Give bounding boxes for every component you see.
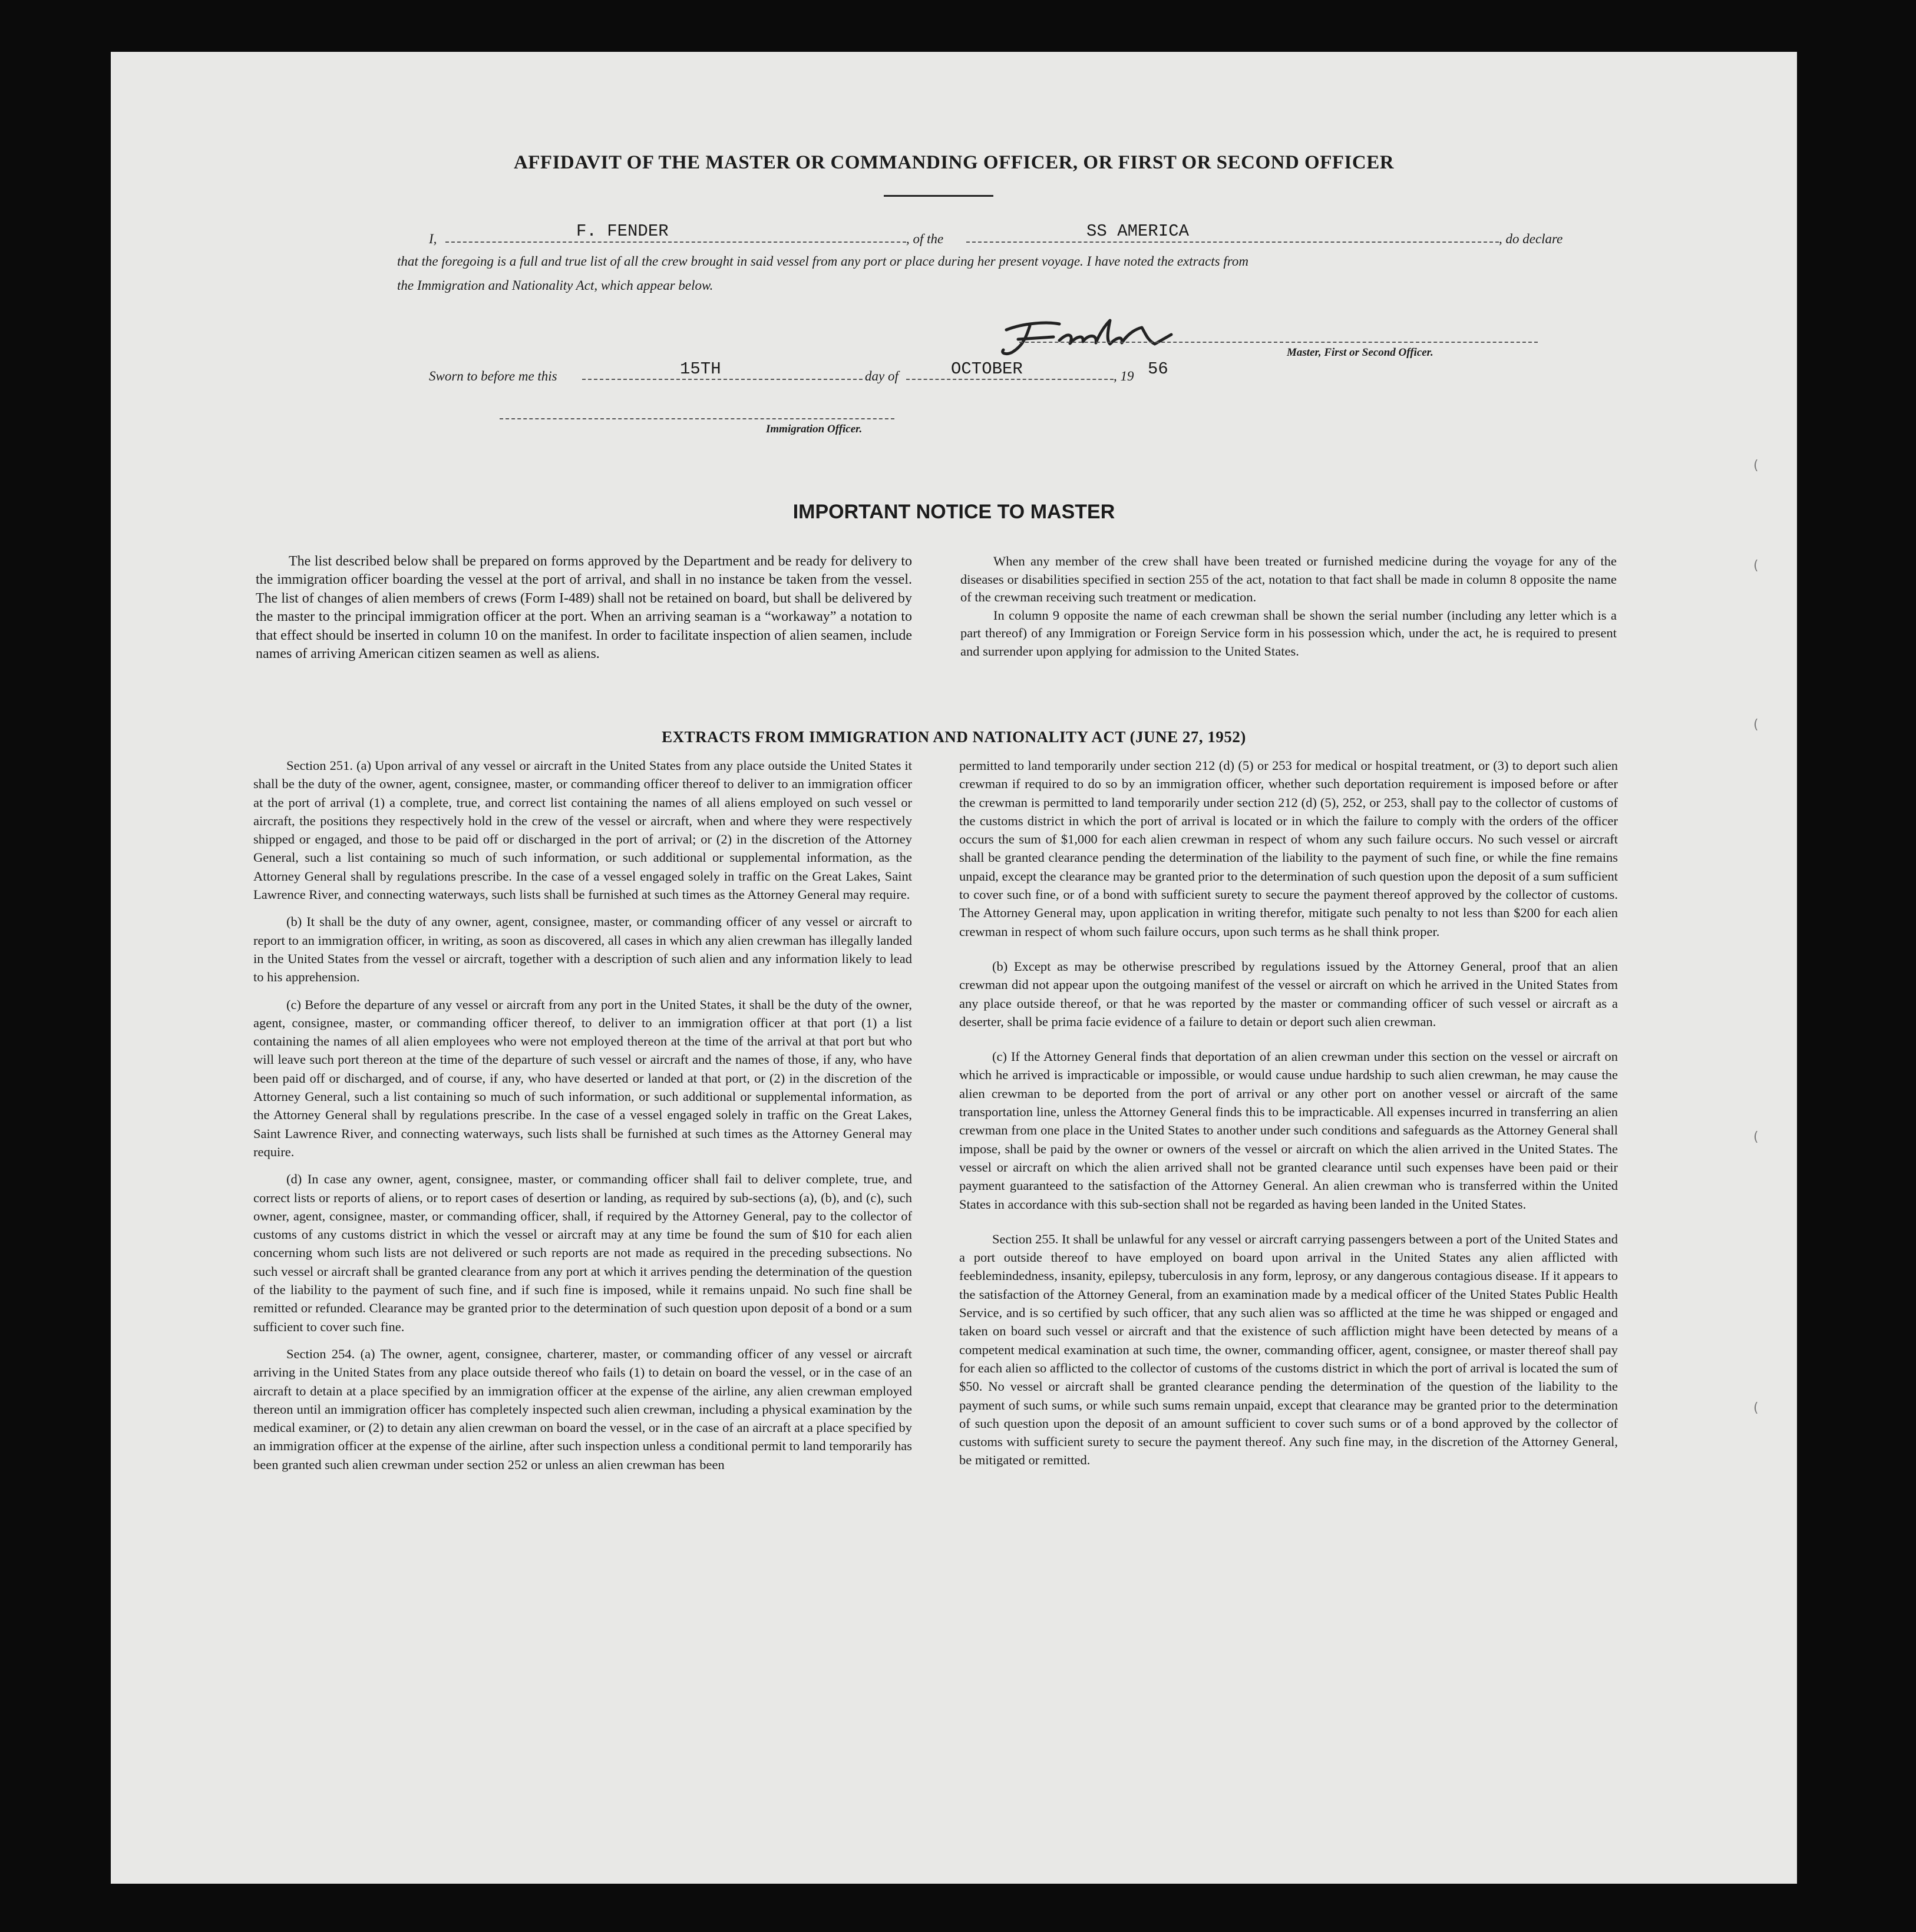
section-255: Section 255. It shall be unlawful for any vessel or aircraft carrying passengers between a port of the United States and a port outside thereof to have employed on board upon arrival in the United States any alien afflicted with feeblemindedness, insanity, epilepsy, tuberculosis in any form, leprosy, or any dangerous contagious disease. If it appears to the satisfaction of the Attorney General, from an examination made by a medical officer of the United States Public Health Service, and is so certified by such officer, that any such alien was so afflicted at the time he was shipped or engaged and taken on board such vessel or aircraft and that the existence of such affliction might have been detected by means of a competent medical examination at such time, the owner, commanding officer, agent, consignee, or master thereof shall pay for each alien so afflicted to the collector of customs of the customs district in which the port of arrival is located the sum of $50. No vessel or aircraft shall be granted clearance pending the determination of the question of the liability to the payment of such sums, or while such sums remain unpaid, except that clearance may be granted prior to the determination of such question upon the deposit of an amount sufficient to cover such sums or of a bond approved by the collector of customs with sufficient surety to secure the payment thereof. Any such fine may, in the discretion of the Attorney General, be mitigated or remitted. <box>959 1231 1618 1468</box>
notice-title: IMPORTANT NOTICE TO MASTER <box>792 501 1115 523</box>
declare-label: , do declare <box>1499 231 1563 246</box>
sworn-day: 15TH <box>680 359 721 379</box>
master-caption: Master, First or Second Officer. <box>1287 346 1433 359</box>
of-the-label: , of the <box>906 231 944 246</box>
sworn-label: Sworn to before me this <box>429 369 557 383</box>
notice-left-column <box>256 553 912 663</box>
immigration-officer-caption: Immigration Officer. <box>766 423 863 435</box>
edge-mark: ( <box>1753 1130 1759 1144</box>
affidavit-title: AFFIDAVIT OF THE MASTER OR COMMANDING OFFICER, OR FIRST OR SECOND OFFICER <box>513 152 1395 173</box>
extracts-right-column <box>959 756 1618 1470</box>
year-suffix: 56 <box>1148 359 1168 379</box>
notice-right-paragraph-1: When any member of the crew shall have been treated or furnished medicine during the voyage for any of the diseases or disabilities specified in section 255 of the act, notation to that fact shall be made in column 8 opposite the name of the crewman receiving such treatment or medication. <box>960 554 1617 604</box>
sworn-month: OCTOBER <box>951 359 1023 379</box>
document-page <box>111 52 1797 1884</box>
signature-line <box>1019 342 1538 343</box>
notice-right-column <box>960 553 1617 660</box>
notice-left-paragraph: The list described below shall be prepared on forms approved by the Department and be ready for delivery to the immigration officer boarding the vessel at the port of arrival, and shall in no instance be taken from the vessel. The list of changes of alien members of crews (Form I-489) shall not be retained on board, but shall be delivered by the master to the principal immigration officer at the port. When an arriving seaman is a “workaway” a notation to that effect should be inserted in column 10 on the manifest. In order to facilitate inspection of alien seamen, include names of arriving American citizen seamen as well as aliens. <box>256 554 912 662</box>
declaration-line-3: the Immigration and Nationality Act, which appear below. <box>397 278 713 293</box>
sworn-day-line <box>582 379 863 380</box>
sworn-month-line <box>906 379 1114 380</box>
section-251-d: (d) In case any owner, agent, consignee, master, or commanding officer shall fail to deliver complete, true, and correct lists or reports of aliens, or to report cases of desertion or landing, as required by sub-sections (a), (b), and (c), such owner, agent, consignee, master, or commanding officer, shall, if required by the Attorney General, pay to the collector of customs of any customs district in which the vessel or aircraft may at any time be found the sum of $10 for each alien concerning whom such lists are not delivered or such reports are not made as required in the preceding subsections. No such vessel or aircraft shall be granted clearance from any port at which it arrives pending the determination of the question of the liability to the payment of such fine, and if such fine is imposed, while it remains unpaid. No such fine shall be remitted or refunded. Clearance may be granted prior to the determination of such question upon deposit of a bond or a sum sufficient to cover such fine. <box>253 1172 912 1334</box>
extracts-left-column <box>253 756 912 1474</box>
title-underline <box>884 195 993 197</box>
year-prefix: , 19 <box>1114 369 1134 383</box>
master-signature <box>971 299 1254 367</box>
day-of-label: day of <box>865 369 898 383</box>
i-label: I, <box>429 231 437 246</box>
edge-mark: ( <box>1753 1401 1759 1415</box>
extracts-title: EXTRACTS FROM IMMIGRATION AND NATIONALITY ACT (JUNE 27, 1952) <box>662 728 1246 746</box>
edge-mark: ( <box>1753 558 1759 573</box>
section-254-a-continued: permitted to land temporarily under section 212 (d) (5) or 253 for medical or hospital treatment, or (3) to deport such alien crewman if required to do so by an immigration officer, whether such deportation requirement is imposed before or after the crewman is permitted to land temporarily under section 212 (d) (5), 252, or 253, shall pay to the collector of customs of the customs district in which the port of arrival is located or in which the failure to comply with the orders of the officer occurs the sum of $1,000 for each alien crewman in respect of whom any such failure occurs. No such vessel or aircraft shall be granted clearance pending the determination of the liability to the payment of such fine, or while the fine remains unpaid, except the clearance may be granted prior to the determination of such question upon the deposit of a sum sufficient to cover such fine, or of a bond with sufficient surety to secure the payment thereof approved by the collector of customs. The Attorney General may, upon application in writing therefor, mitigate such penalty to not less than $200 for each alien crewman in respect of whom such failure occurs, upon such terms as he shall think proper. <box>959 758 1618 939</box>
section-251-a: Section 251. (a) Upon arrival of any vessel or aircraft in the United States from any place outside the United States it shall be the duty of the owner, agent, consignee, master, or commanding officer thereof to deliver to an immigration officer at the port of arrival (1) a complete, true, and correct list containing the names of all aliens employed on such vessel or aircraft, the positions they respectively hold in the crew of the vessel or aircraft, when and where they were respectively shipped or engaged, and those to be paid off or discharged in the port of arrival; or (2) in the discretion of the Attorney General, such a list containing so much of such information, or such additional or supplemental information, as the Attorney General shall by regulations prescribe. In the case of a vessel engaged solely in traffic on the Great Lakes, Saint Lawrence River, and connecting waterways, such lists shall be furnished at such times as the Attorney General may require. <box>253 758 912 902</box>
vessel-name: SS AMERICA <box>1086 221 1190 241</box>
declaration-line-2: that the foregoing is a full and true list of all the crew brought in said vessel from any port or place during her present voyage. I have noted the extracts from <box>397 254 1248 269</box>
immigration-officer-line <box>500 418 894 419</box>
edge-mark: ( <box>1753 458 1759 473</box>
vessel-line <box>966 242 1499 243</box>
master-name: F. FENDER <box>576 221 669 241</box>
notice-right-paragraph-2: In column 9 opposite the name of each crewman shall be shown the serial number (including any letter which is a part thereof) of any Immigration or Foreign Service form in his possession which, under the act, he is required to present and surrender upon applying for admission to the United States. <box>960 607 1617 659</box>
section-254-a: Section 254. (a) The owner, agent, consignee, charterer, master, or commanding officer of any vessel or aircraft arriving in the United States from any place outside thereof who fails (1) to detain on board the vessel, or in the case of an aircraft to detain at a place specified by an immigration officer at the expense of the airline, any alien crewman employed thereon until an immigration officer has completely inspected such alien crewman, including a physical examination by the medical examiner, or (2) to detain any alien crewman on board the vessel, or in the case of an aircraft at a place specified by an immigration officer at the expense of the airline, after such inspection unless a conditional permit to land temporarily has been granted such alien crewman under section 252 or unless an alien crewman has been <box>253 1346 912 1472</box>
section-251-c: (c) Before the departure of any vessel or aircraft from any port in the United States, it shall be the duty of the owner, agent, consignee, master, or commanding officer thereof, to deliver to an immigration officer at that port (1) a list containing the names of all alien employees who were not employed thereon at the time of the arrival at that port but who will leave such port thereon at the time of the departure of such vessel or aircraft and the names of those, if any, who have been paid off or discharged, and of course, if any, who have deserted or landed at that port, or (2) in the discretion of the Attorney General, such a list containing so much of such information, or such additional or supplemental information, as the Attorney General shall by regulations prescribe. In the case of a vessel engaged solely in traffic on the Great Lakes, Saint Lawrence River, and connecting waterways, such lists shall be furnished at such times as the Attorney General may require. <box>253 997 912 1159</box>
section-254-b: (b) Except as may be otherwise prescribed by regulations issued by the Attorney General, proof that an alien crewman did not appear upon the outgoing manifest of the vessel or aircraft on which he arrived in the United States from any place outside thereof, or that he was reported by the master or commanding officer of such vessel or aircraft as a deserter, shall be prima facie evidence of a failure to detain or deport such alien crewman. <box>959 958 1618 1029</box>
section-254-c: (c) If the Attorney General finds that deportation of an alien crewman under this section on the vessel or aircraft on which he arrived is impracticable or impossible, or would cause undue hardship to such alien crewman, he may cause the alien crewman to be deported from the port of arrival or any other port on another vessel or aircraft of the same transportation line, unless the Attorney General finds this to be impracticable. All expenses incurred in transferring an alien crewman from one place in the United States to another under such conditions and safeguards as the Attorney General shall impose, shall be paid by the owner or owners of the vessel or aircraft on which the alien arrived in the United States. The vessel or aircraft on which the alien arrived shall not be granted clearance until such expenses have been paid or their payment guaranteed to the satisfaction of the Attorney General. An alien crewman who is transferred within the United States in accordance with this sub-section shall not be regarded as having been landed in the United States. <box>959 1049 1618 1212</box>
section-251-b: (b) It shall be the duty of any owner, agent, consignee, master, or commanding officer of any vessel or aircraft to report to an immigration officer, in writing, as soon as discovered, all cases in which any alien crewman has illegally landed in the United States from the vessel or aircraft, together with a description of such alien and any information likely to lead to his apprehension. <box>253 914 912 985</box>
name-line <box>445 242 906 243</box>
edge-mark: ( <box>1753 717 1759 732</box>
